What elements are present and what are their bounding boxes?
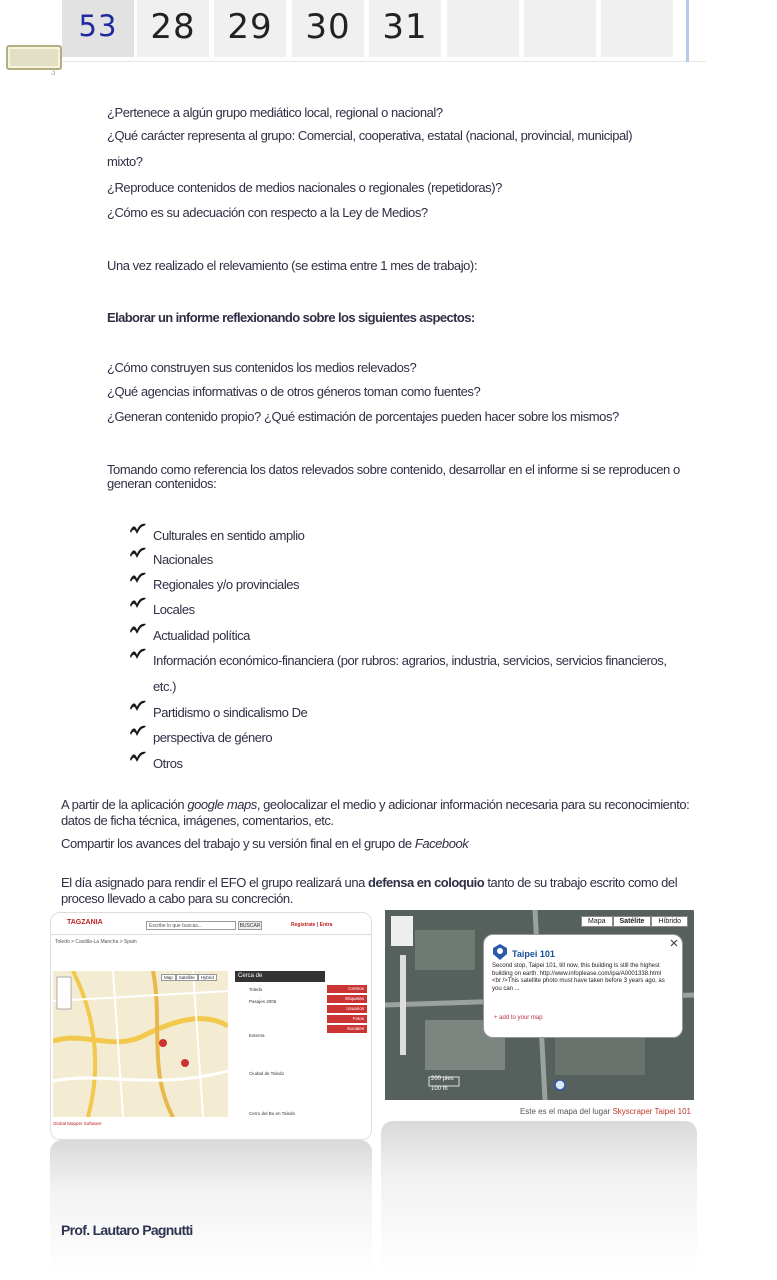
- nearby-item[interactable]: Pasajes 2006: [249, 999, 277, 1004]
- map-type-buttons: [581, 916, 688, 927]
- efo-paragraph: El día asignado para rendir el EFO el grupo realizará una defensa en coloquio tanto de su trabajo escrito como del proceso llevado a cabo para su concreción.: [61, 875, 678, 906]
- bullet-item: Nacionales: [153, 552, 213, 567]
- bullet-item: Actualidad política: [153, 628, 250, 643]
- info-bubble: [483, 934, 683, 1038]
- calendar-day: 30: [292, 0, 364, 57]
- map-scale-imperial: 200 pies: [431, 1076, 454, 1082]
- tag-button[interactable]: Fotos: [327, 1015, 367, 1023]
- bullet-item: Locales: [153, 602, 195, 617]
- geolocation-paragraph: A partir de la aplicación google maps, geolocalizar el medio y adicionar información necesaria para su reconocimiento: datos de ficha técnica, imágenes, comentarios, etc.: [61, 797, 690, 828]
- map-caption: Este es el mapa del lugar Skyscraper Taipei 101: [519, 1107, 691, 1116]
- tagzania-screenshot: [50, 912, 372, 1140]
- checkmark-bullet-icon: [129, 750, 147, 764]
- tagzania-map[interactable]: [53, 971, 228, 1117]
- map-type-satellite[interactable]: Satélite: [613, 916, 652, 927]
- tagzania-footer: Global Mapper Software: [53, 1121, 102, 1126]
- place-link[interactable]: Skyscraper Taipei 101: [612, 1107, 691, 1116]
- question-text: ¿Pertenece a algún grupo mediático local, regional o nacional?: [107, 105, 443, 120]
- tag-button[interactable]: Usuarios: [327, 1005, 367, 1013]
- nearby-item[interactable]: Cerro del Bu en Toledo: [249, 1111, 295, 1116]
- map-type-hybrid[interactable]: Híbrido: [651, 916, 688, 927]
- satellite-tab[interactable]: Satellite: [176, 974, 198, 981]
- bubble-title: Taipei 101: [512, 949, 555, 959]
- question-text: ¿Cómo es su adecuación con respecto a la Ley de Medios?: [107, 205, 428, 220]
- bubble-description: Second stop, Taipei 101, till now, this building is still the highest building on earth. http://www.infoplease.com/ipa/A0001338.html <br />This satellite photo must have taken before 3 years ago, as you can ...: [492, 963, 665, 992]
- satellite-map-screenshot: [381, 908, 697, 1120]
- tagzania-logo: TAGZANIA: [67, 919, 103, 926]
- checkmark-bullet-icon: [129, 699, 147, 713]
- report-heading: Elaborar un informe reflexionando sobre los siguientes aspectos:: [107, 310, 475, 325]
- bullet-item: Otros: [153, 756, 183, 771]
- checkmark-bullet-icon: [129, 622, 147, 636]
- survey-note: Una vez realizado el relevamiento (se estima entre 1 mes de trabajo):: [107, 258, 477, 273]
- bullet-item: perspectiva de género: [153, 730, 273, 745]
- checkmark-bullet-icon: [129, 647, 147, 661]
- add-to-map-link[interactable]: + add to your map: [494, 1015, 543, 1021]
- street-map-graphic: [53, 971, 228, 1117]
- nearby-item[interactable]: Toledo: [249, 987, 263, 992]
- nearby-item[interactable]: Externa: [249, 1033, 265, 1038]
- tagzania-map-type-tabs: [161, 974, 217, 981]
- question-text: ¿Reproduce contenidos de medios nacionales o regionales (repetidoras)?: [107, 180, 502, 195]
- calendar-week-number: 53: [62, 0, 134, 57]
- page-number: 3: [51, 68, 56, 77]
- calendar-day: 28: [137, 0, 209, 57]
- question-text: ¿Generan contenido propio? ¿Qué estimación de porcentajes pueden hacer sobre los mismos?: [107, 409, 619, 424]
- calendar-strip: [48, 0, 706, 62]
- facebook-paragraph: Compartir los avances del trabajo y su versión final en el grupo de Facebook: [61, 836, 469, 851]
- question-text: mixto?: [107, 154, 143, 169]
- map-type-map[interactable]: Mapa: [581, 916, 613, 927]
- tag-button[interactable]: Centros: [327, 985, 367, 993]
- calendar-day: 29: [214, 0, 286, 57]
- screenshot-reflection: [50, 1140, 372, 1280]
- content-intro: Tomando como referencia los datos relevados sobre contenido, desarrollar en el informe si se reproducen o generan contenidos:: [107, 462, 680, 491]
- bullet-item: Regionales y/o provinciales: [153, 577, 300, 592]
- question-text: ¿Qué agencias informativas o de otros géneros toman como fuentes?: [107, 384, 481, 399]
- question-text: ¿Qué carácter representa al grupo: Comercial, cooperativa, estatal (nacional, provincial, municipal): [107, 128, 633, 143]
- hybrid-tab[interactable]: Hybrid: [198, 974, 217, 981]
- tag-button[interactable]: Etiquetas: [327, 995, 367, 1003]
- map-tab[interactable]: Map: [161, 974, 176, 981]
- tagzania-search-input[interactable]: Escribe lo que buscas...: [146, 921, 236, 930]
- author-name: Prof. Lautaro Pagnutti: [61, 1222, 193, 1238]
- page-tab-button[interactable]: [6, 45, 62, 70]
- checkmark-bullet-icon: [129, 571, 147, 585]
- checkmark-bullet-icon: [129, 546, 147, 560]
- checkmark-bullet-icon: [129, 522, 147, 536]
- calendar-day: 31: [369, 0, 441, 57]
- landmark-pin-icon: [492, 943, 508, 961]
- checkmark-bullet-icon: [129, 596, 147, 610]
- calendar-day-empty: [524, 0, 596, 57]
- bullet-item: Culturales en sentido amplio: [153, 528, 305, 543]
- tagzania-header: [51, 913, 372, 935]
- bullet-item-continued: etc.): [153, 679, 177, 694]
- question-text: ¿Cómo construyen sus contenidos los medios relevados?: [107, 360, 417, 375]
- checkmark-bullet-icon: [129, 724, 147, 738]
- tagzania-breadcrumb: Toledo > Castilla-La Mancha > Spain: [55, 939, 137, 945]
- nearby-panel-title: Cerca de: [235, 971, 325, 982]
- bullet-item: Información económico-financiera (por rubros: agrarios, industria, servicios, servicios financieros,: [153, 653, 667, 668]
- nearby-item[interactable]: Ciudad de Toledo: [249, 1071, 284, 1076]
- close-icon[interactable]: [670, 939, 678, 947]
- calendar-day-empty: [447, 0, 519, 57]
- tagzania-nearby-panel: [235, 971, 371, 1139]
- screenshot-reflection: [381, 1121, 697, 1280]
- tagzania-search-button[interactable]: BUSCAR: [239, 923, 261, 929]
- calendar-divider: [686, 0, 689, 62]
- tagzania-register-link[interactable]: Registrate | Entra: [291, 922, 333, 928]
- tag-button[interactable]: Sociales: [327, 1025, 367, 1033]
- satellite-map[interactable]: [385, 910, 694, 1100]
- map-scale-metric: 100 m: [431, 1086, 448, 1092]
- bullet-item: Partidismo o sindicalismo De: [153, 705, 308, 720]
- calendar-day-empty: [601, 0, 673, 57]
